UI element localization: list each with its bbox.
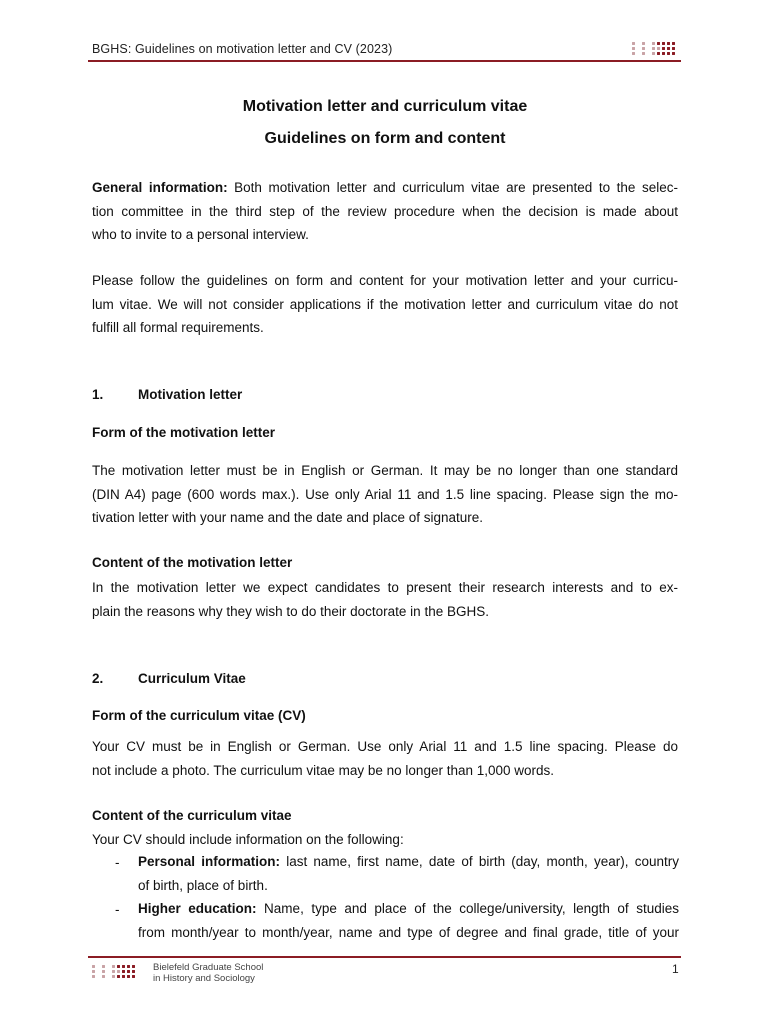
footer-org-line: Bielefeld Graduate School xyxy=(153,962,264,973)
paragraph-line: who to invite to a personal interview. xyxy=(92,227,309,242)
general-information-label: General information: xyxy=(92,180,228,195)
paragraph-line: plain the reasons why they wish to do their doctorate in the BGHS. xyxy=(92,603,489,619)
logo-dot xyxy=(657,52,660,55)
list-item-label: Higher education: xyxy=(138,901,257,916)
logo-dot xyxy=(642,52,645,55)
logo-dot xyxy=(662,52,665,55)
paragraph-line: fulfill all formal requirements. xyxy=(92,320,264,335)
paragraph-line: not include a photo. The curriculum vitae may be no longer than 1,000 words. xyxy=(92,762,555,778)
logo-dot xyxy=(657,47,660,50)
motivation-content-paragraph xyxy=(92,576,678,623)
logo-dot xyxy=(107,975,110,978)
logo-dot xyxy=(107,970,110,973)
logo-dot xyxy=(667,47,670,50)
subheading-content-motivation-letter: Content of the motivation letter xyxy=(92,555,293,570)
logo-dot xyxy=(637,47,640,50)
cv-content-intro xyxy=(92,828,678,852)
logo-dot xyxy=(92,975,95,978)
logo-dot xyxy=(122,975,125,978)
document-title: Motivation letter and curriculum vitae xyxy=(242,98,528,115)
general-information-paragraph xyxy=(92,176,678,247)
paragraph-line: Both motivation letter and curriculum vitae are presented to the selec- xyxy=(227,180,679,195)
list-bullet: - xyxy=(115,902,120,917)
logo-dot xyxy=(92,970,95,973)
logo-dot xyxy=(122,970,125,973)
paragraph-line: (DIN A4) page (600 words max.). Use only Arial 11 and 1.5 line spacing. Please sign the mo- xyxy=(92,486,678,502)
logo-dot xyxy=(92,965,95,968)
logo-dot xyxy=(637,42,640,45)
list-bullet: - xyxy=(115,855,120,870)
logo-dot xyxy=(127,965,130,968)
logo-dot xyxy=(97,965,100,968)
logo-dot xyxy=(112,965,115,968)
logo-dot xyxy=(102,970,105,973)
logo-dot xyxy=(672,47,675,50)
logo-dot xyxy=(662,42,665,45)
logo-dot xyxy=(667,52,670,55)
logo-dot xyxy=(97,975,100,978)
subheading-form-cv: Form of the curriculum vitae (CV) xyxy=(92,708,306,723)
header-divider xyxy=(88,60,681,62)
logo-dot xyxy=(657,42,660,45)
list-item-text: last name, first name, date of birth (day, month, year), country xyxy=(279,854,679,869)
logo-dot xyxy=(632,52,635,55)
logo-dot xyxy=(642,47,645,50)
motivation-form-paragraph xyxy=(92,459,678,530)
paragraph-line: In the motivation letter we expect candidates to present their research interests and to ex- xyxy=(92,580,678,595)
logo-dot xyxy=(662,47,665,50)
footer-divider xyxy=(88,956,681,958)
logo-dot xyxy=(127,975,130,978)
logo-dot xyxy=(127,970,130,973)
bghs-logo xyxy=(632,42,675,55)
logo-dot xyxy=(132,970,135,973)
page-number: 1 xyxy=(672,962,679,976)
paragraph-line: Your CV should include information on the following: xyxy=(92,832,404,847)
list-item-personal-information xyxy=(138,850,679,898)
logo-dot xyxy=(647,47,650,50)
logo-dot xyxy=(647,42,650,45)
footer-organization xyxy=(153,962,263,984)
logo-dot xyxy=(652,47,655,50)
bghs-footer-logo xyxy=(92,965,135,978)
subheading-content-cv: Content of the curriculum vitae xyxy=(92,808,292,823)
logo-dot xyxy=(652,52,655,55)
list-item-text: from month/year to month/year, name and type of degree and final grade, title of your xyxy=(138,925,679,940)
cv-form-paragraph xyxy=(92,735,678,782)
logo-dot xyxy=(647,52,650,55)
running-header: BGHS: Guidelines on motivation letter and CV (2023) xyxy=(92,42,393,56)
section-number: 1. xyxy=(92,387,104,402)
logo-dot xyxy=(132,975,135,978)
logo-dot xyxy=(107,965,110,968)
logo-dot xyxy=(632,42,635,45)
logo-dot xyxy=(122,965,125,968)
footer-org-line: in History and Sociology xyxy=(153,973,255,984)
logo-dot xyxy=(112,970,115,973)
document-subtitle: Guidelines on form and content xyxy=(264,130,506,147)
logo-dot xyxy=(112,975,115,978)
paragraph-line: tivation letter with your name and the date and place of signature. xyxy=(92,510,483,525)
list-item-text: of birth, place of birth. xyxy=(138,878,268,893)
paragraph-line: tion committee in the third step of the review procedure when the decision is made about xyxy=(92,203,678,219)
list-item-higher-education xyxy=(138,897,679,945)
logo-dot xyxy=(632,47,635,50)
subheading-form-motivation-letter: Form of the motivation letter xyxy=(92,425,276,440)
logo-dot xyxy=(117,970,120,973)
section-number: 2. xyxy=(92,671,104,686)
paragraph-line: lum vitae. We will not consider applications if the motivation letter and curriculum vitae do not xyxy=(92,296,678,312)
logo-dot xyxy=(132,965,135,968)
section-heading-curriculum-vitae: Curriculum Vitae xyxy=(138,671,246,686)
follow-guidelines-paragraph xyxy=(92,269,678,340)
paragraph-line: The motivation letter must be in English or German. It may be no longer than one standard xyxy=(92,463,678,478)
logo-dot xyxy=(637,52,640,55)
logo-dot xyxy=(667,42,670,45)
logo-dot xyxy=(672,42,675,45)
logo-dot xyxy=(102,975,105,978)
paragraph-line: Please follow the guidelines on form and content for your motivation letter and your curricu- xyxy=(92,273,678,288)
logo-dot xyxy=(642,42,645,45)
logo-dot xyxy=(672,52,675,55)
logo-dot xyxy=(117,965,120,968)
logo-dot xyxy=(102,965,105,968)
list-item-label: Personal information: xyxy=(138,854,280,869)
list-item-text: Name, type and place of the college/university, length of studies xyxy=(256,901,679,916)
logo-dot xyxy=(117,975,120,978)
logo-dot xyxy=(652,42,655,45)
section-heading-motivation-letter: Motivation letter xyxy=(138,387,243,402)
logo-dot xyxy=(97,970,100,973)
paragraph-line: Your CV must be in English or German. Use only Arial 11 and 1.5 line spacing. Please do xyxy=(92,739,678,754)
